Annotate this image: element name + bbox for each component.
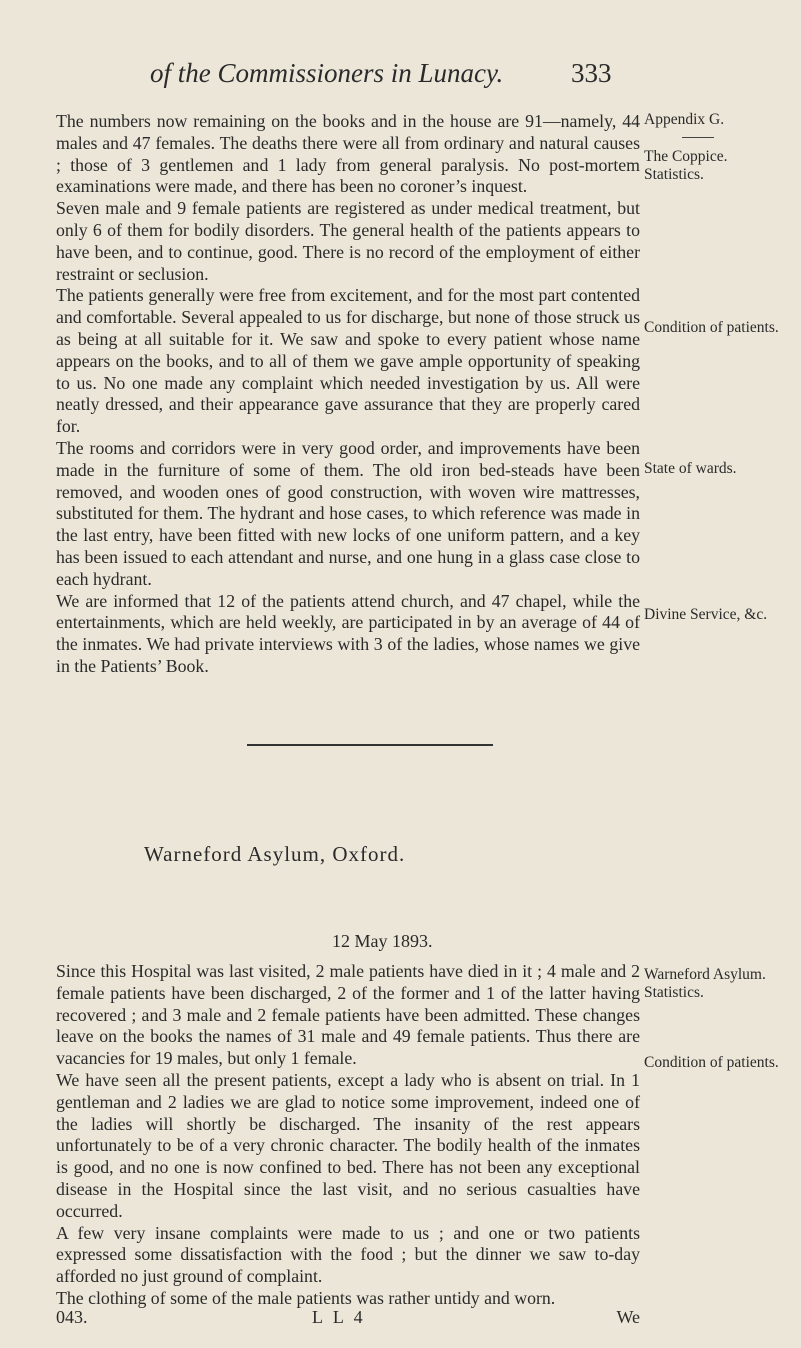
margin-note-wards: State of wards. — [644, 460, 737, 477]
paragraph: We have seen all the present patients, except a lady who is absent on trial. In 1 gentleman and 2 ladies we are glad to notice some improvement, indeed one of the ladies will shortly be discharged. The insanity of the rest appears unfortunately to be of a very chronic character. The bodily health of the inmates is good, and no one is now confined to bed. There has not been any exceptional disease in the Hospital since the last visit, and no serious casualties have occurred. — [56, 1069, 640, 1221]
paragraph: A few very insane complaints were made to us ; and one or two patients expressed some dissatisfaction with the food ; but the dinner we saw to-day afforded no just ground of complaint. — [56, 1222, 640, 1287]
statistics-label: Statistics. — [644, 165, 704, 183]
page-footer — [56, 1307, 640, 1331]
coppice-label: The Coppice. — [644, 148, 728, 165]
footer-folio: 043. — [56, 1307, 88, 1327]
margin-note-warneford-statistics: Warneford Asylum. Statistics. — [644, 966, 766, 1001]
margin-note-coppice — [644, 148, 800, 183]
paragraph: The clothing of some of the male patients was rather untidy and worn. — [56, 1287, 556, 1308]
page-header — [150, 58, 650, 98]
section-divider — [247, 744, 493, 746]
paragraph: The rooms and corridors were in very good order, and improvements have been made in the furniture of some of them. The old iron bed-steads have been removed, and wooden ones of good construction, with woven wire mattresses, substituted for them. The hydrant and hose cases, to which reference was made in the last entry, have been fitted with new locks of one uniform pattern, and a key has been issued to each attendant and nurse, and one hung in a glass case close to each hydrant. — [56, 437, 640, 589]
page-number: 333 — [571, 58, 612, 88]
appendix-label: Appendix G. — [644, 111, 725, 128]
signature-mark: L L 4 — [312, 1307, 366, 1327]
visit-date: 12 May 1893. — [332, 931, 433, 951]
paragraph: We are informed that 12 of the patients attend church, and 47 chapel, while the entertainments, which are held weekly, are participated in by an average of 44 of the inmates. We had private interviews with 3 of the ladies, whose names we give in the Patients’ Book. — [56, 590, 640, 676]
margin-note-condition-2: Condition of patients. — [644, 1054, 779, 1071]
margin-note-appendix — [644, 111, 800, 142]
paragraph: The patients generally were free from excitement, and for the most part contented and comfortable. Several appealed to us for discharge, but none of those struck us as being at all suitable for it. We saw and spoke to every patient whose name appears on the books, and to all of them we gave ample opportunity of speaking to us. No one made any complaint which needed investigation by us. All were neatly dressed, and their appearance gave assurance that they are properly cared for. — [56, 285, 640, 437]
section-warneford-body — [56, 961, 640, 1310]
paragraph: The numbers now remaining on the books and in the house are 91—namely, 44 males and 47 females. The deaths there were all from ordinary and natural causes ; those of 3 gentlemen and 1 lady from general paralysis. No post-mortem examinations were made, and there has been no coroner’s inquest. — [56, 111, 640, 197]
paragraph: Since this Hospital was last visited, 2 male patients have died in it ; 4 male and 2 female patients have been discharged, 2 of the former and 1 of the latter having recovered ; and 3 male and 2 female patients have been admitted. These changes leave on the books the names of 31 male and 49 female patients. Thus there are vacancies for 19 males, but only 1 female. — [56, 961, 640, 1069]
paragraph: Seven male and 9 female patients are registered as under medical treatment, but only 6 of them for bodily disorders. The general health of the patients appears to have been, and to continue, good. There is no record of the employment of either restraint or seclusion. — [56, 198, 640, 284]
catchword: We — [616, 1307, 640, 1327]
margin-rule — [682, 137, 714, 138]
margin-note-divine-service: Divine Service, &c. — [644, 606, 768, 623]
section-coppice-body — [56, 111, 640, 678]
margin-note-condition-1: Condition of patients. — [644, 319, 779, 336]
section-heading: Warneford Asylum, Oxford. — [144, 842, 406, 866]
running-title: of the Commissioners in Lunacy. — [150, 58, 504, 88]
